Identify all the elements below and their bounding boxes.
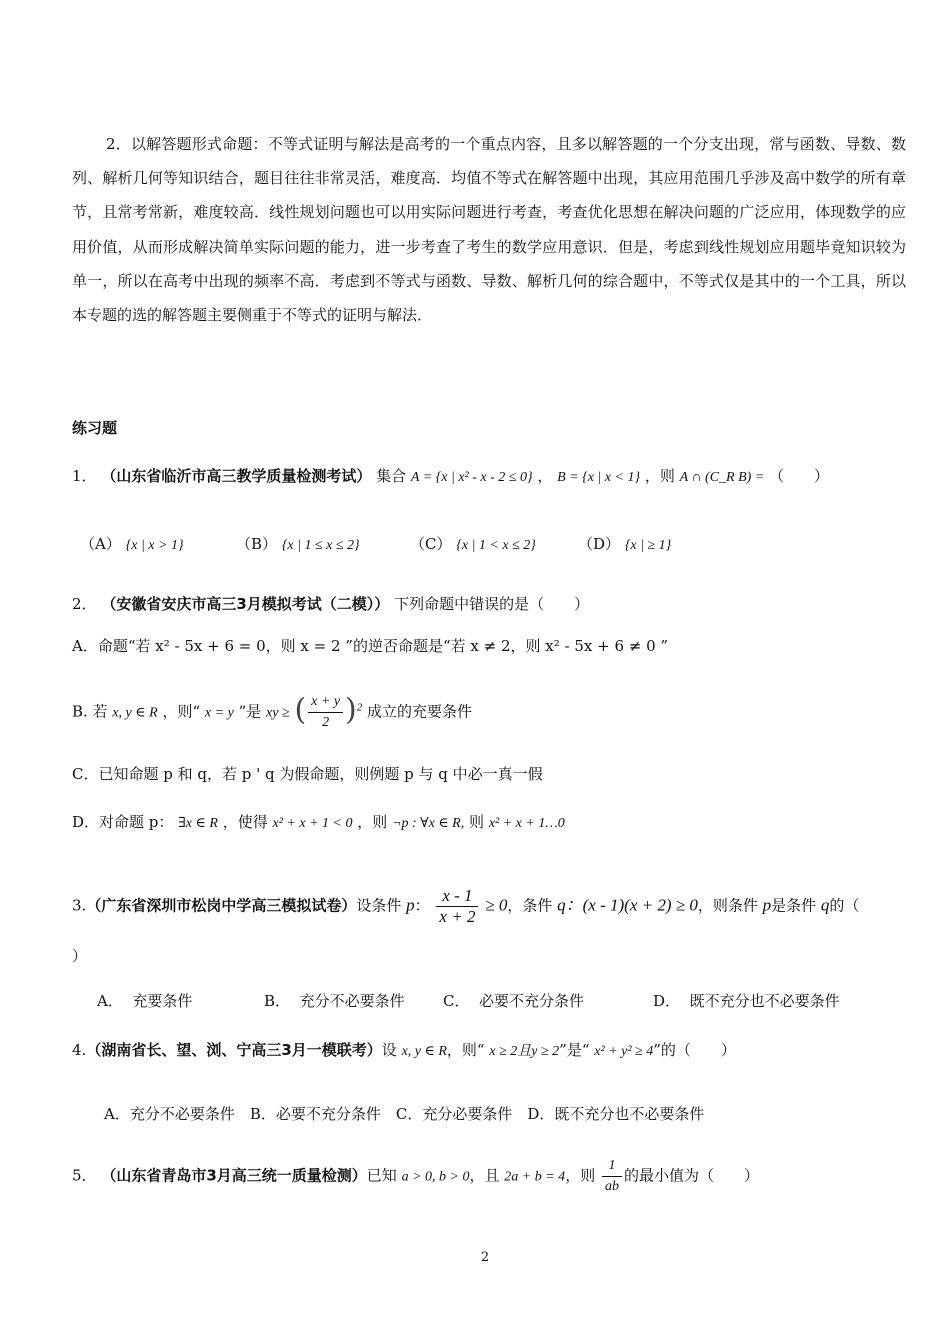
q3-option-b <box>264 990 405 1011</box>
q1-option-c <box>410 533 536 554</box>
section-title: 练习题 <box>72 419 118 437</box>
q3-var-p: p <box>762 895 772 915</box>
q5-text: ，且 <box>469 1166 500 1185</box>
q3-option-text: 充分不必要条件 <box>299 992 405 1010</box>
q4-source: （湖南省长、望、浏、宁高三3月一模联考） <box>86 1041 382 1059</box>
q3-option-d <box>653 990 840 1011</box>
intro-paragraph <box>72 127 906 332</box>
q3-colon: ： <box>414 896 430 915</box>
q1-option-d <box>578 533 671 554</box>
q4-math: x ≥ 2且y ≥ 2 <box>489 1044 560 1059</box>
q2-d-math: x² + x + 1 < 0 <box>272 816 353 831</box>
fraction-denominator: ab <box>604 1179 619 1194</box>
q3-text: 的（ <box>829 896 860 915</box>
q2-b-text: ，则“ <box>162 702 201 721</box>
q1-set-a: A = {x | x² - x - 2 ≤ 0} <box>410 470 533 485</box>
q2-b-math: x, y ∈ R <box>112 705 158 721</box>
q3-var-q: q <box>820 895 830 915</box>
q3-text: ，则条件 <box>697 896 758 915</box>
q1-option-math: {x | 1 ≤ x ≤ 2} <box>281 538 360 553</box>
q3-option-label: A． <box>97 992 123 1010</box>
q5-fraction <box>602 1156 622 1197</box>
intro-text: 2．以解答题形式命题：不等式证明与解法是高考的一个重点内容，且多以解答题的一个分支出现，常与函数、导数、数列、解析几何等知识结合，题目往往非常灵活，难度高．均值不等式在解答题中出现，其应用范围几乎涉及高中数学的所有章节，且常考常新，难度较高．线性规划问题也可以用实际问题进行考查，考查优化思想在解决问题的广泛应用，体现数学的应用价值，从而形成解决简单实际问题的能力，进一步考查了考生的数学应用意识．但是，考虑到线性规划应用题毕竟知识较为单一，所以在高考中出现的频率不高．考虑到不等式与函数、导数、解析几何的综合题中，不等式仅是其中的一个工具，所以本专题的选的解答题主要侧重于不等式的证明与解法． <box>72 135 906 325</box>
q1-number: 1． <box>72 467 97 485</box>
q2-option-a: A．命题“若 x² - 5x + 6 = 0，则 x = 2 ”的逆否命题是“若 x ≠ 2，则 x² - 5x + 6 ≠ 0 ” <box>72 637 669 655</box>
question-1 <box>72 466 829 488</box>
q3-option-label: C． <box>443 992 470 1010</box>
q3-text: ，条件 <box>507 896 553 915</box>
q2-d-math: x² + x + 1…0 <box>488 816 565 831</box>
q2-b-text: ”是 <box>238 702 262 721</box>
q3-option-label: D． <box>653 992 681 1010</box>
q1-source: （山东省临沂市高三教学质量检测考试） <box>101 467 372 485</box>
q5-text: 已知 <box>366 1166 397 1185</box>
page-number: 2 <box>480 1250 490 1265</box>
q3-option-c <box>443 990 584 1011</box>
q4-number: 4. <box>72 1041 87 1059</box>
q3-option-text: 充要条件 <box>132 992 193 1010</box>
q1-option-math: {x | ≥ 1} <box>624 538 672 553</box>
fraction-numerator: 1 <box>602 1156 622 1177</box>
q1-option-a <box>80 533 184 554</box>
q5-text: ，则 <box>565 1166 596 1185</box>
fraction-denominator: x + 2 <box>439 907 476 926</box>
q1-comma: ， <box>537 467 553 485</box>
q5-source: （山东省青岛市3月高三统一质量检测） <box>101 1166 367 1185</box>
question-3 <box>72 886 859 927</box>
q4-text: ”是“ <box>559 1041 590 1059</box>
q2-option-b <box>72 692 472 733</box>
fraction-numerator: x - 1 <box>436 886 478 907</box>
q2-d-math: ∃x ∈ R <box>178 816 218 831</box>
q3-math: q：(x - 1)(x + 2) ≥ 0 <box>557 895 698 915</box>
q2-b-math: x = y <box>204 705 234 721</box>
q3-option-text: 既不充分也不必要条件 <box>689 992 840 1010</box>
paren-right: ) <box>345 692 357 728</box>
q2-d-text: ，使得 <box>222 813 268 831</box>
q1-option-label: （B） <box>236 535 278 553</box>
q1-option-math: {x | x > 1} <box>125 538 184 553</box>
q4-text: ，则“ <box>446 1041 485 1059</box>
q2-stem: 下列命题中错误的是（ ） <box>394 595 590 613</box>
q1-set-b: B = {x | x < 1} <box>557 470 641 485</box>
q3-var-p: p <box>406 895 415 915</box>
q2-b-post: 成立的充要条件 <box>367 702 473 721</box>
q5-math: a > 0, b > 0 <box>401 1169 470 1185</box>
q3-fraction <box>436 886 478 927</box>
q1-option-label: （A） <box>80 535 121 553</box>
q2-d-text: ，则 <box>357 813 388 831</box>
q3-math: ≥ 0 <box>485 895 508 915</box>
q4-text: 设 <box>381 1041 397 1059</box>
q3-close: ） <box>72 947 88 965</box>
q2-d-text: 则 <box>469 813 485 831</box>
q1-option-math: {x | 1 < x ≤ 2} <box>456 538 536 553</box>
q2-option-c: C．已知命题 p 和 q，若 p ' q 为假命题，则例题 p 与 q 中必一真一假 <box>72 765 543 783</box>
fraction-denominator: 2 <box>322 715 330 730</box>
q4-math: x² + y² ≥ 4 <box>594 1044 654 1059</box>
exponent: 2 <box>356 701 363 714</box>
q2-b-math: xy ≥ <box>266 705 290 721</box>
q3-text: 是条件 <box>771 896 817 915</box>
q1-text: 集合 <box>376 467 407 485</box>
q2-option-d <box>72 812 565 834</box>
q5-number: 5． <box>72 1166 97 1185</box>
q5-text: 的最小值为（ ） <box>623 1166 759 1185</box>
q5-math: 2a + b = 4 <box>504 1169 566 1185</box>
question-4 <box>72 1040 736 1062</box>
q3-number: 3. <box>72 896 87 915</box>
q4-math: x, y ∈ R <box>401 1044 447 1059</box>
q3-source: （广东省深圳市松岗中学高三模拟试卷） <box>86 896 357 915</box>
q2-d-pre: D．对命题 p： <box>72 813 174 831</box>
q2-b-pre: B. 若 <box>72 702 108 721</box>
q1-option-label: （C） <box>410 535 452 553</box>
fraction-numerator: x + y <box>308 692 343 713</box>
question-2 <box>72 594 589 614</box>
q2-source: （安徽省安庆市高三3月模拟考试（二模）） <box>101 595 390 613</box>
q1-then: ，则 <box>644 467 675 485</box>
q1-blank: （ ） <box>769 467 830 485</box>
q1-option-label: （D） <box>578 535 621 553</box>
paren-left: ( <box>294 692 307 728</box>
q3-option-a <box>97 990 192 1011</box>
question-5 <box>72 1156 759 1197</box>
q1-expr: A ∩ (C_R B) = <box>679 470 765 485</box>
q1-option-b <box>236 533 360 554</box>
q2-b-fraction <box>308 692 343 733</box>
q4-options: A．充分不必要条件 B．必要不充分条件 C．充分必要条件 D．既不充分也不必要条件 <box>104 1105 705 1123</box>
q3-option-label: B． <box>264 992 291 1010</box>
q3-text: 设条件 <box>356 896 402 915</box>
q3-option-text: 必要不充分条件 <box>479 992 585 1010</box>
q2-d-math: ¬p : ∀x ∈ R, <box>392 816 465 831</box>
q2-number: 2． <box>72 595 97 613</box>
q4-text: ”的（ ） <box>653 1041 736 1059</box>
